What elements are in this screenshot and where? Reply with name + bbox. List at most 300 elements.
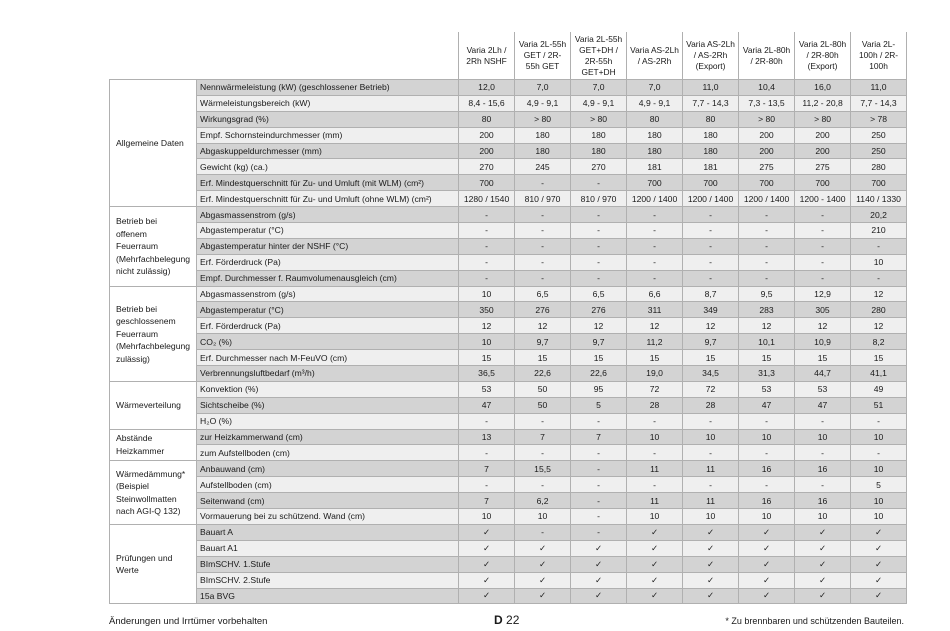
page-section-letter: D (494, 613, 503, 627)
value-cell: ✓ (627, 556, 683, 572)
row-label: Abgasmassenstrom (g/s) (197, 207, 459, 223)
value-cell: ✓ (683, 556, 739, 572)
value-cell: - (627, 445, 683, 461)
value-cell: 1200 / 1400 (739, 191, 795, 207)
table-row (110, 95, 907, 111)
table-row (110, 159, 907, 175)
value-cell: - (515, 445, 571, 461)
value-cell: 700 (739, 175, 795, 191)
value-cell: - (627, 238, 683, 254)
value-cell: > 80 (795, 111, 851, 127)
value-cell: - (683, 413, 739, 429)
value-cell: 180 (571, 127, 627, 143)
value-cell: 15 (627, 350, 683, 366)
table-row (110, 111, 907, 127)
value-cell: 700 (851, 175, 907, 191)
value-cell: > 78 (851, 111, 907, 127)
value-cell: 12 (571, 318, 627, 334)
value-cell: 810 / 970 (515, 191, 571, 207)
value-cell: > 80 (571, 111, 627, 127)
value-cell: - (627, 254, 683, 270)
row-label: Wärmeleistungsbereich (kW) (197, 95, 459, 111)
value-cell: 12,0 (459, 80, 515, 96)
value-cell: > 80 (739, 111, 795, 127)
value-cell: 12 (515, 318, 571, 334)
value-cell: - (739, 207, 795, 223)
value-cell: - (459, 445, 515, 461)
table-row (110, 493, 907, 509)
value-cell: 180 (683, 127, 739, 143)
value-cell: ✓ (851, 556, 907, 572)
row-label: Erf. Durchmesser nach M-FeuVO (cm) (197, 350, 459, 366)
group-label: Wärmeverteilung (110, 381, 197, 429)
table-row (110, 461, 907, 477)
value-cell: - (571, 524, 627, 540)
value-cell: ✓ (571, 556, 627, 572)
table-row (110, 572, 907, 588)
value-cell: ✓ (683, 524, 739, 540)
value-cell: 1280 / 1540 (459, 191, 515, 207)
value-cell: - (683, 238, 739, 254)
value-cell: ✓ (851, 572, 907, 588)
value-cell: 6,5 (571, 286, 627, 302)
value-cell: - (571, 493, 627, 509)
value-cell: 4,9 - 9,1 (515, 95, 571, 111)
value-cell: 280 (851, 159, 907, 175)
value-cell: - (571, 238, 627, 254)
table-row (110, 445, 907, 461)
table-row (110, 540, 907, 556)
value-cell: - (851, 238, 907, 254)
value-cell: 16 (795, 461, 851, 477)
value-cell: 7 (515, 429, 571, 445)
value-cell: - (459, 477, 515, 493)
value-cell: 12 (739, 318, 795, 334)
value-cell: 275 (739, 159, 795, 175)
value-cell: 80 (459, 111, 515, 127)
value-cell: 10 (459, 334, 515, 350)
value-cell: 180 (627, 127, 683, 143)
value-cell: 11,2 (627, 334, 683, 350)
value-cell: ✓ (515, 572, 571, 588)
value-cell: 41,1 (851, 366, 907, 382)
row-label: Abgastemperatur (°C) (197, 302, 459, 318)
value-cell: 10 (739, 429, 795, 445)
value-cell: 11,2 - 20,8 (795, 95, 851, 111)
table-row (110, 302, 907, 318)
table-row (110, 286, 907, 302)
value-cell: 8,4 - 15,6 (459, 95, 515, 111)
value-cell: - (739, 477, 795, 493)
row-label: Seitenwand (cm) (197, 493, 459, 509)
model-header: Varia 2L-100h / 2R-100h (851, 32, 907, 80)
model-header: Varia 2L-80h / 2R-80h (Export) (795, 32, 851, 80)
value-cell: ✓ (571, 540, 627, 556)
table-row (110, 270, 907, 286)
value-cell: 5 (851, 477, 907, 493)
value-cell: 22,6 (571, 366, 627, 382)
value-cell: - (627, 223, 683, 239)
table-row (110, 80, 907, 96)
value-cell: - (571, 254, 627, 270)
value-cell: 250 (851, 127, 907, 143)
value-cell: 10 (851, 461, 907, 477)
value-cell: 180 (627, 143, 683, 159)
value-cell: 22,6 (515, 366, 571, 382)
row-label: Anbauwand (cm) (197, 461, 459, 477)
value-cell: 12 (795, 318, 851, 334)
value-cell: ✓ (739, 588, 795, 604)
value-cell: - (851, 445, 907, 461)
value-cell: 275 (795, 159, 851, 175)
footer-disclaimer: Änderungen und Irrtümer vorbehalten (109, 616, 268, 627)
value-cell: 7,0 (627, 80, 683, 96)
value-cell: 200 (459, 127, 515, 143)
value-cell: 1200 / 1400 (683, 191, 739, 207)
model-header: Varia AS-2Lh / AS-2Rh (Export) (683, 32, 739, 80)
row-label: H₂O (%) (197, 413, 459, 429)
value-cell: 10 (851, 254, 907, 270)
model-header: Varia 2L-55h GET+DH / 2R-55h GET+DH (571, 32, 627, 80)
row-label: Empf. Schornsteindurchmesser (mm) (197, 127, 459, 143)
value-cell: 28 (627, 397, 683, 413)
value-cell: 280 (851, 302, 907, 318)
value-cell: 4,9 - 9,1 (571, 95, 627, 111)
value-cell: ✓ (795, 556, 851, 572)
value-cell: 10 (851, 493, 907, 509)
value-cell: - (571, 477, 627, 493)
value-cell: 31,3 (739, 366, 795, 382)
value-cell: 276 (515, 302, 571, 318)
value-cell: 16 (795, 493, 851, 509)
row-label: Abgastemperatur hinter der NSHF (°C) (197, 238, 459, 254)
value-cell: - (459, 238, 515, 254)
value-cell: 72 (683, 381, 739, 397)
row-label: Gewicht (kg) (ca.) (197, 159, 459, 175)
model-header: Varia AS-2Lh / AS-2Rh (627, 32, 683, 80)
value-cell: 11 (683, 461, 739, 477)
row-label: Sichtscheibe (%) (197, 397, 459, 413)
model-header: Varia 2L-80h / 2R-80h (739, 32, 795, 80)
value-cell: - (459, 270, 515, 286)
value-cell: 47 (739, 397, 795, 413)
table-row (110, 588, 907, 604)
value-cell: 50 (515, 397, 571, 413)
value-cell: > 80 (515, 111, 571, 127)
value-cell: 181 (627, 159, 683, 175)
row-label: BImSCHV. 2.Stufe (197, 572, 459, 588)
value-cell: - (515, 254, 571, 270)
value-cell: 8,2 (851, 334, 907, 350)
value-cell: - (795, 223, 851, 239)
value-cell: - (627, 270, 683, 286)
value-cell: 7,3 - 13,5 (739, 95, 795, 111)
value-cell: 9,7 (683, 334, 739, 350)
value-cell: 180 (515, 143, 571, 159)
value-cell: 5 (571, 397, 627, 413)
row-label: CO₂ (%) (197, 334, 459, 350)
value-cell: - (795, 445, 851, 461)
value-cell: - (459, 254, 515, 270)
value-cell: 47 (795, 397, 851, 413)
value-cell: ✓ (795, 588, 851, 604)
value-cell: ✓ (459, 524, 515, 540)
value-cell: 4,9 - 9,1 (627, 95, 683, 111)
model-header: Varia 2Lh / 2Rh NSHF (459, 32, 515, 80)
value-cell: 7 (459, 493, 515, 509)
value-cell: 80 (627, 111, 683, 127)
value-cell: ✓ (571, 572, 627, 588)
value-cell: 11 (627, 461, 683, 477)
table-row (110, 127, 907, 143)
value-cell: 10,9 (795, 334, 851, 350)
value-cell: 16,0 (795, 80, 851, 96)
value-cell: 11,0 (683, 80, 739, 96)
value-cell: 53 (739, 381, 795, 397)
value-cell: 250 (851, 143, 907, 159)
value-cell: - (515, 524, 571, 540)
value-cell: 283 (739, 302, 795, 318)
value-cell: 200 (795, 127, 851, 143)
value-cell: - (515, 270, 571, 286)
table-row (110, 509, 907, 525)
table-row (110, 429, 907, 445)
value-cell: 200 (739, 143, 795, 159)
value-cell: 10 (851, 429, 907, 445)
value-cell: - (851, 413, 907, 429)
value-cell: 10 (795, 509, 851, 525)
value-cell: 19,0 (627, 366, 683, 382)
value-cell: ✓ (739, 572, 795, 588)
value-cell: - (795, 270, 851, 286)
value-cell: 95 (571, 381, 627, 397)
value-cell: 15 (571, 350, 627, 366)
value-cell: ✓ (627, 540, 683, 556)
value-cell: 810 / 970 (571, 191, 627, 207)
table-row (110, 334, 907, 350)
value-cell: 200 (459, 143, 515, 159)
group-label: Betrieb bei offenem Feuerraum (Mehrfachbelegung nicht zulässig) (110, 207, 197, 286)
value-cell: 9,7 (515, 334, 571, 350)
value-cell: ✓ (851, 588, 907, 604)
value-cell: 12 (851, 318, 907, 334)
value-cell: - (571, 175, 627, 191)
row-label: Wirkungsgrad (%) (197, 111, 459, 127)
value-cell: - (851, 270, 907, 286)
value-cell: - (459, 207, 515, 223)
header-row (110, 32, 907, 80)
value-cell: 47 (459, 397, 515, 413)
row-label: zur Heizkammerwand (cm) (197, 429, 459, 445)
value-cell: 1200 / 1400 (627, 191, 683, 207)
value-cell: - (739, 413, 795, 429)
table-row (110, 175, 907, 191)
table-row (110, 381, 907, 397)
value-cell: 72 (627, 381, 683, 397)
table-row (110, 238, 907, 254)
value-cell: ✓ (515, 540, 571, 556)
row-label: Erf. Mindestquerschnitt für Zu- und Umluft (mit WLM) (cm²) (197, 175, 459, 191)
value-cell: 7,7 - 14,3 (851, 95, 907, 111)
value-cell: 53 (795, 381, 851, 397)
row-label: zum Aufstellboden (cm) (197, 445, 459, 461)
value-cell: ✓ (795, 524, 851, 540)
value-cell: 11 (627, 493, 683, 509)
value-cell: 12 (459, 318, 515, 334)
row-label: Bauart A (197, 524, 459, 540)
value-cell: 15 (683, 350, 739, 366)
value-cell: - (571, 509, 627, 525)
page-number-value: 22 (506, 613, 520, 627)
value-cell: ✓ (459, 540, 515, 556)
value-cell: 276 (571, 302, 627, 318)
value-cell: 700 (683, 175, 739, 191)
value-cell: 9,7 (571, 334, 627, 350)
row-label: Bauart A1 (197, 540, 459, 556)
value-cell: - (739, 223, 795, 239)
table-row (110, 318, 907, 334)
row-label: BImSCHV. 1.Stufe (197, 556, 459, 572)
table-row (110, 556, 907, 572)
value-cell: 180 (515, 127, 571, 143)
value-cell: - (571, 223, 627, 239)
value-cell: - (459, 223, 515, 239)
value-cell: ✓ (739, 556, 795, 572)
value-cell: - (627, 207, 683, 223)
value-cell: 270 (459, 159, 515, 175)
table-row (110, 350, 907, 366)
row-label: 15a BVG (197, 588, 459, 604)
page-number (494, 613, 519, 627)
value-cell: - (683, 270, 739, 286)
value-cell: ✓ (627, 524, 683, 540)
value-cell: 7,7 - 14,3 (683, 95, 739, 111)
row-label: Empf. Durchmesser f. Raumvolumenausgleich (cm) (197, 270, 459, 286)
value-cell: 13 (459, 429, 515, 445)
value-cell: - (571, 413, 627, 429)
table-row (110, 143, 907, 159)
value-cell: 349 (683, 302, 739, 318)
value-cell: 15 (795, 350, 851, 366)
value-cell: 8,7 (683, 286, 739, 302)
value-cell: 10 (739, 509, 795, 525)
value-cell: 15 (515, 350, 571, 366)
value-cell: 49 (851, 381, 907, 397)
row-label: Aufstellboden (cm) (197, 477, 459, 493)
model-header: Varia 2L-55h GET / 2R-55h GET (515, 32, 571, 80)
value-cell: - (571, 207, 627, 223)
value-cell: - (683, 477, 739, 493)
value-cell: 9,5 (739, 286, 795, 302)
value-cell: 311 (627, 302, 683, 318)
table-row (110, 254, 907, 270)
value-cell: 10 (627, 429, 683, 445)
table-row (110, 207, 907, 223)
value-cell: 10 (683, 429, 739, 445)
value-cell: - (739, 254, 795, 270)
value-cell: 200 (795, 143, 851, 159)
value-cell: ✓ (627, 572, 683, 588)
value-cell: - (515, 207, 571, 223)
value-cell: 15 (851, 350, 907, 366)
value-cell: 180 (683, 143, 739, 159)
value-cell: 16 (739, 493, 795, 509)
group-label: Abstände Heizkammer (110, 429, 197, 461)
value-cell: 80 (683, 111, 739, 127)
value-cell: 7,0 (515, 80, 571, 96)
table-row (110, 397, 907, 413)
value-cell: - (515, 175, 571, 191)
value-cell: 11 (683, 493, 739, 509)
value-cell: 245 (515, 159, 571, 175)
value-cell: ✓ (851, 540, 907, 556)
value-cell: 10,1 (739, 334, 795, 350)
group-label: Betrieb bei geschlossenem Feuerraum (Mehrfachbelegung zulässig) (110, 286, 197, 381)
row-label: Abgaskuppeldurchmesser (mm) (197, 143, 459, 159)
specification-table (109, 32, 907, 604)
value-cell: 700 (459, 175, 515, 191)
value-cell: - (515, 477, 571, 493)
row-label: Nennwärmeleistung (kW) (geschlossener Betrieb) (197, 80, 459, 96)
group-label: Allgemeine Daten (110, 80, 197, 207)
value-cell: 10 (515, 509, 571, 525)
row-label: Vormauerung bei zu schützend. Wand (cm) (197, 509, 459, 525)
value-cell: 270 (571, 159, 627, 175)
value-cell: - (459, 413, 515, 429)
value-cell: - (739, 270, 795, 286)
value-cell: ✓ (851, 524, 907, 540)
value-cell: 20,2 (851, 207, 907, 223)
value-cell: 180 (571, 143, 627, 159)
value-cell: ✓ (515, 588, 571, 604)
value-cell: 200 (739, 127, 795, 143)
value-cell: - (571, 445, 627, 461)
value-cell: ✓ (683, 540, 739, 556)
value-cell: 15 (459, 350, 515, 366)
value-cell: 210 (851, 223, 907, 239)
value-cell: 12 (627, 318, 683, 334)
value-cell: 10 (683, 509, 739, 525)
value-cell: ✓ (739, 524, 795, 540)
value-cell: 11,0 (851, 80, 907, 96)
value-cell: 10,4 (739, 80, 795, 96)
table-row (110, 413, 907, 429)
value-cell: 36,5 (459, 366, 515, 382)
value-cell: ✓ (515, 556, 571, 572)
value-cell: - (795, 254, 851, 270)
value-cell: ✓ (739, 540, 795, 556)
row-label: Erf. Förderdruck (Pa) (197, 318, 459, 334)
value-cell: ✓ (683, 588, 739, 604)
value-cell: 16 (739, 461, 795, 477)
value-cell: - (683, 207, 739, 223)
value-cell: - (795, 238, 851, 254)
value-cell: 1200 - 1400 (795, 191, 851, 207)
value-cell: - (739, 238, 795, 254)
value-cell: 28 (683, 397, 739, 413)
value-cell: - (515, 238, 571, 254)
group-label: Wärmedämmung* (Beispiel Steinwollmatten nach AGI-Q 132) (110, 461, 197, 525)
value-cell: 7 (459, 461, 515, 477)
value-cell: 50 (515, 381, 571, 397)
value-cell: - (571, 270, 627, 286)
table-row (110, 366, 907, 382)
value-cell: 10 (459, 509, 515, 525)
value-cell: 12,9 (795, 286, 851, 302)
table-row (110, 524, 907, 540)
value-cell: 10 (851, 509, 907, 525)
value-cell: 10 (459, 286, 515, 302)
